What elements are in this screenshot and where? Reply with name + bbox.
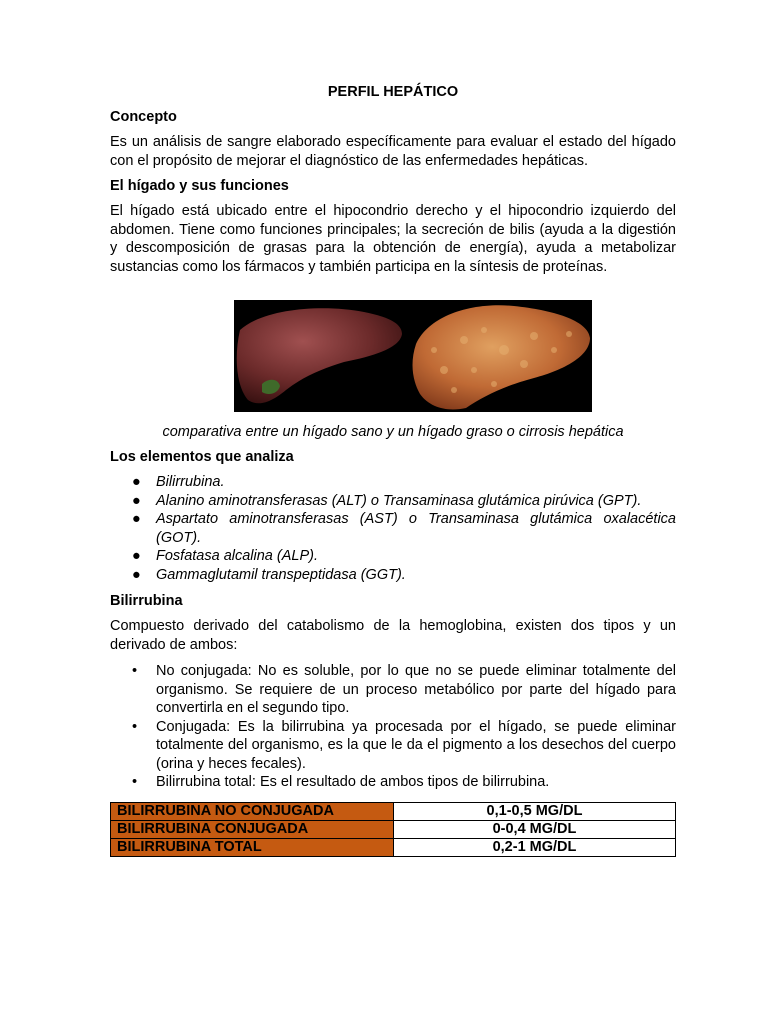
list-item: ● Fosfatasa alcalina (ALP). bbox=[132, 548, 318, 564]
table-row bbox=[111, 820, 676, 838]
list-item: ● Bilirrubina. bbox=[132, 474, 225, 490]
section-heading-elementos: Los elementos que analiza bbox=[110, 449, 294, 465]
list-item: • Bilirrubina total: Es el resultado de ambos tipos de bilirrubina. bbox=[132, 774, 550, 790]
bullet-icon: ● bbox=[132, 566, 141, 583]
section-heading-bilirrubina: Bilirrubina bbox=[110, 593, 183, 609]
list-item: ● Aspartato aminotransferasas (AST) o Transaminasa glutámica oxalacética (GOT). bbox=[132, 511, 676, 546]
bilirrubina-list bbox=[110, 662, 676, 792]
table-cell-label: BILIRRUBINA NO CONJUGADA bbox=[111, 802, 394, 820]
paragraph-bilirrubina: Compuesto derivado del catabolismo de la hemoglobina, existen dos tipos y un derivado de ambos: bbox=[110, 618, 676, 653]
page-title: PERFIL HEPÁTICO bbox=[327, 84, 459, 100]
bullet-icon: • bbox=[132, 774, 138, 790]
list-item: ● Gammaglutamil transpeptidasa (GGT). bbox=[132, 566, 406, 583]
table-cell-value: 0-0,4 MG/DL bbox=[394, 820, 676, 838]
section-heading-concepto: Concepto bbox=[110, 109, 177, 125]
bullet-icon: ● bbox=[132, 548, 141, 564]
bullet-icon: ● bbox=[132, 511, 141, 527]
table-cell-label: BILIRRUBINA CONJUGADA bbox=[111, 820, 394, 838]
bullet-icon: ● bbox=[132, 474, 141, 490]
table-cell-value: 0,2-1 MG/DL bbox=[394, 838, 676, 856]
bullet-icon: • bbox=[132, 663, 138, 679]
paragraph-concepto: Es un análisis de sangre elaborado específicamente para evaluar el estado del hígado con el propósito de mejorar el diagnóstico de las enfermedades hepáticas. bbox=[110, 134, 676, 169]
list-item: ● Alanino aminotransferasas (ALT) o Transaminasa glutámica pirúvica (GPT). bbox=[132, 492, 642, 509]
table-cell-value: 0,1-0,5 MG/DL bbox=[394, 802, 676, 820]
elementos-list bbox=[110, 473, 676, 584]
liver-comparison-image bbox=[234, 300, 592, 412]
section-heading-funciones: El hígado y sus funciones bbox=[110, 178, 289, 194]
bilirrubina-table bbox=[110, 802, 676, 857]
liver-illustration bbox=[234, 300, 592, 412]
bullet-icon: • bbox=[132, 718, 138, 735]
bullet-icon: ● bbox=[132, 492, 141, 509]
figure-caption: comparativa entre un hígado sano y un hígado graso o cirrosis hepática bbox=[162, 424, 624, 440]
table-row bbox=[111, 838, 676, 856]
fatty-liver-shape bbox=[413, 305, 590, 409]
list-item: • No conjugada: No es soluble, por lo que no se puede eliminar totalmente del organismo. Se requiere de un proceso metabólico por parte del hígado para convertirla en el segundo tipo. bbox=[132, 663, 676, 716]
document-content bbox=[110, 84, 676, 857]
healthy-liver-shape bbox=[237, 308, 402, 403]
list-item: • Conjugada: Es la bilirrubina ya procesada por el hígado, se puede eliminar totalmente del organismo, es la que le da el pigmento a los desechos del cuerpo (orina y heces fecales). bbox=[132, 718, 676, 772]
table-row bbox=[111, 802, 676, 820]
paragraph-funciones: El hígado está ubicado entre el hipocondrio derecho y el hipocondrio izquierdo del abdomen. Tiene como funciones principales; la secreción de bilis (ayuda a la digestión y descomposición de grasas para la obtención de energía), ayuda a metabolizar sustancias como los fármacos y también participa en la síntesis de proteínas. bbox=[110, 203, 676, 275]
table-cell-label: BILIRRUBINA TOTAL bbox=[111, 838, 394, 856]
